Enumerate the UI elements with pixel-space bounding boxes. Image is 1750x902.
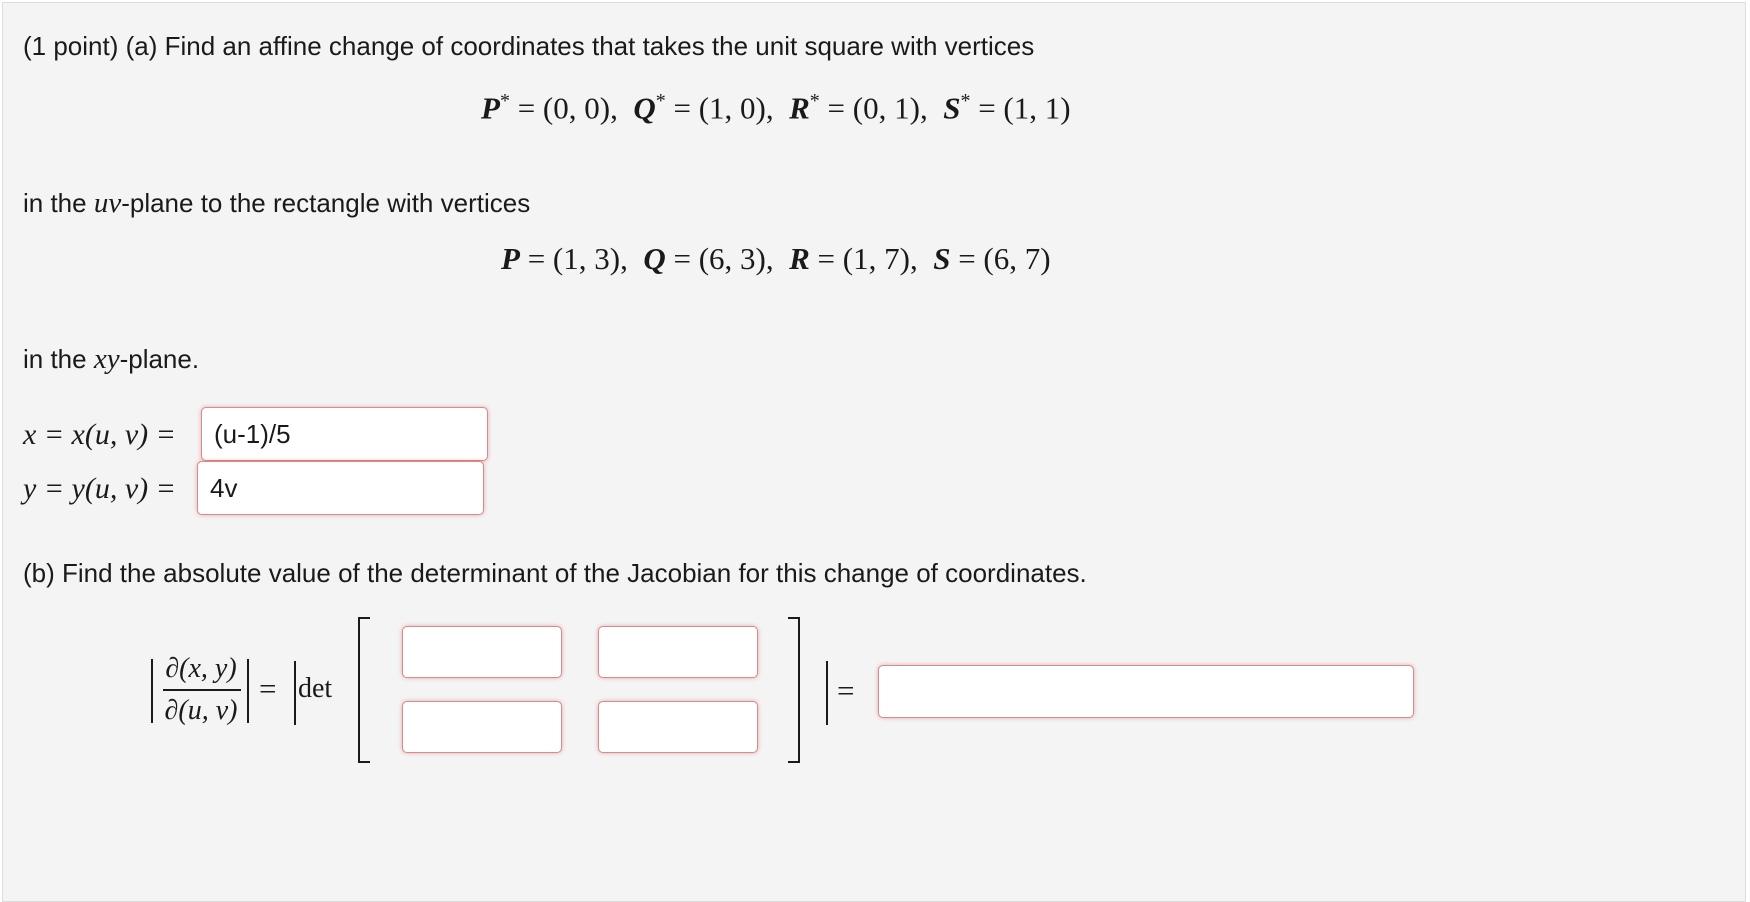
vertex-star: * [809,90,820,112]
jacobian-a12-input[interactable] [598,626,758,678]
vertex-name: S [933,241,951,276]
rectangle-vertices: P = (1, 3), Q = (6, 3), R = (1, 7), S = (6, 7) [501,241,1051,276]
xy-plane-text [23,344,199,374]
vertex-value: (1, 1) [1003,90,1071,126]
vertex-name: Q [633,90,656,126]
matrix-bracket-left [358,617,370,763]
uv-suffix: -plane to the rectangle with vertices [121,188,531,218]
jacobian-a11-input[interactable] [402,626,562,678]
vertex-value: (1, 3) [552,241,621,276]
matrix-bracket-right [788,617,800,763]
equals-sign: = [259,671,277,706]
fraction-line [163,689,241,691]
vertex-star: * [499,90,510,112]
vertex-value: (0, 1) [852,90,920,126]
uv-plane-text [23,188,530,218]
det-abs-bar-right [826,661,828,725]
x-answer-input[interactable] [201,407,488,461]
vertex-value: (6, 7) [983,241,1051,276]
abs-bar-right [247,659,249,723]
uv-variable: uv [93,187,122,219]
vertex-name: Q [643,241,666,276]
det-abs-bar-left [294,661,296,725]
uv-prefix: in the [23,188,94,218]
jacobian-result-input[interactable] [878,665,1414,718]
vertex-name: R [789,90,810,126]
vertex-value: (0, 0) [542,90,611,126]
det-label: det [298,673,333,704]
jacobian-a21-input[interactable] [402,701,562,753]
jacobian-numerator: ∂(x, y) [165,653,237,684]
intro-text: (1 point) (a) Find an affine change of coordinates that takes the unit square with vertices [23,31,1035,61]
vertex-value: (1, 0) [698,90,766,126]
abs-bar-left [151,659,153,723]
xy-prefix: in the [23,344,94,374]
y-answer-input[interactable] [197,461,484,515]
final-equals-sign: = [837,673,855,708]
vertex-value: (6, 3) [698,241,766,276]
vertex-value: (1, 7) [842,241,910,276]
problem-panel [2,2,1746,902]
jacobian-denominator: ∂(u, v) [164,695,238,726]
vertex-star: * [960,90,971,112]
part-b-text: (b) Find the absolute value of the determinant of the Jacobian for this change of coordinates. [23,558,1087,588]
vertex-name: R [789,241,810,276]
vertex-star: * [655,90,666,112]
x-equation-label: x = x(u, v) = [23,418,176,451]
xy-suffix: -plane. [119,344,200,374]
y-equation-label: y = y(u, v) = [23,472,176,505]
xy-variable: xy [93,343,120,375]
vertex-name: P [481,90,500,126]
jacobian-a22-input[interactable] [598,701,758,753]
vertex-name: P [501,241,520,276]
vertex-name: S [943,90,961,126]
unit-square-vertices: P* = (0, 0), Q* = (1, 0), R* = (0, 1), S* = (1, 1) [481,90,1071,126]
